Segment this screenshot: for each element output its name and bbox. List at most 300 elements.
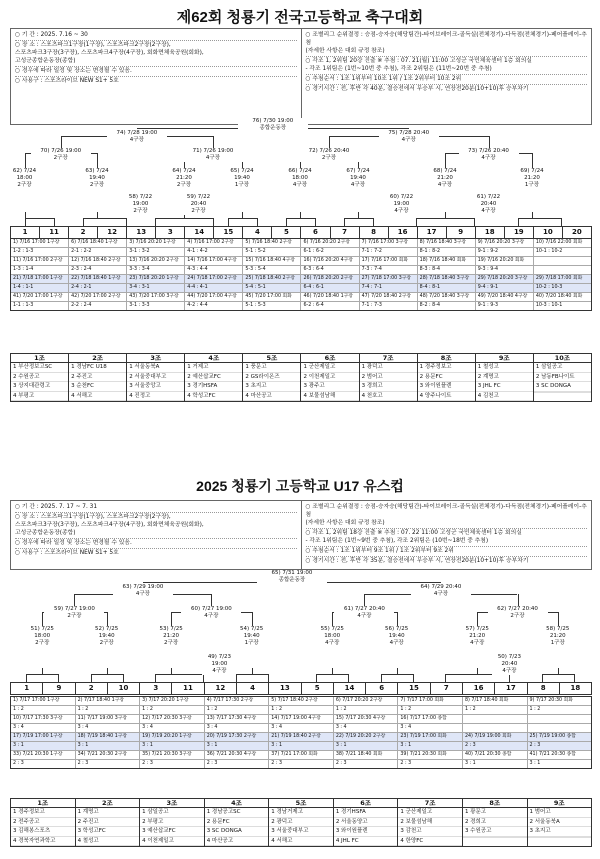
bracket-line — [91, 674, 92, 682]
match-label: 18:00 — [324, 633, 341, 639]
bracket-slot-number: 3 — [139, 683, 171, 694]
match-node — [233, 626, 271, 647]
schedule-cell — [527, 724, 592, 732]
bracket-line — [518, 218, 562, 219]
group-team: 3 감천고 — [398, 827, 462, 837]
group-team: 4 이천제일고 — [140, 837, 204, 847]
bracket-line — [558, 668, 559, 674]
group-team: 2 계명고 — [476, 373, 533, 383]
schedule-row — [11, 714, 591, 723]
schedule-cell: 1) 7/17 17:00 1구장 — [13, 698, 60, 703]
group-schedule-table — [10, 696, 592, 769]
match-label: 71) 7/26 19:00 — [192, 148, 234, 154]
schedule-cell: 6-3 : 6-4 — [300, 266, 358, 274]
match-label: 70) 7/26 19:00 — [40, 148, 82, 154]
schedule-cell: 6) 7/17 20:20 2구장 — [333, 697, 398, 705]
bracket-line — [344, 218, 345, 226]
schedule-cell: 49) 7/20 18:40 4구장 — [475, 293, 533, 301]
schedule-cell: 3 : 1 — [333, 742, 398, 750]
t2-info-line: ○ 추첨순서 : 1조 1위부터 9조 1위 / 1조 2위부터 9조 2위 — [306, 547, 588, 557]
schedule-cell: 9-1 : 9-2 — [475, 248, 533, 256]
schedule-cell: 9) 7/16 20:20 3구장 — [475, 239, 533, 247]
schedule-cell: 4-4 : 4-1 — [184, 284, 242, 292]
match-label: 19:40 — [388, 633, 405, 639]
schedule-cell: 2 : 3 — [139, 760, 204, 768]
match-node — [223, 168, 261, 189]
group-column — [204, 799, 269, 846]
match-label: 49) 7/23 — [207, 654, 232, 660]
bracket-line — [413, 674, 414, 682]
match-label: 2구장 — [321, 155, 337, 161]
schedule-cell: 2 : 3 — [268, 760, 333, 768]
schedule-cell: 1 : 2 — [204, 706, 269, 714]
bracket-line — [315, 218, 316, 226]
bracket-line — [286, 218, 287, 226]
schedule-cell: 2-2 : 2-4 — [68, 302, 126, 310]
match-label: 21:20 — [176, 175, 192, 181]
schedule-cell: 23) 7/18 20:20 1구장 — [126, 275, 184, 283]
match-node — [113, 584, 173, 598]
schedule-cell: 10) 7/16 22:00 회화 — [533, 239, 591, 247]
group-column — [75, 799, 140, 846]
schedule-cell: 40) 7/20 18:40 회화 — [533, 293, 591, 301]
bracket-slot-number: 16 — [462, 683, 494, 694]
schedule-row — [11, 723, 591, 732]
group-column — [11, 799, 75, 846]
group-team: 1 서울동북A — [127, 363, 184, 373]
bracket-slot-number: 7 — [430, 683, 462, 694]
bracket-line — [268, 674, 269, 682]
tournament1-bracket — [10, 118, 590, 458]
schedule-cell: 5-1 : 5-2 — [242, 248, 300, 256]
group-team: 1 경남공고SC — [205, 808, 269, 818]
group-team: 3 서울중대부고 — [269, 827, 333, 837]
group-column — [139, 799, 204, 846]
match-label: 53) 7/25 — [159, 626, 183, 632]
bracket-line — [213, 218, 214, 226]
schedule-cell: 7-3 : 7-4 — [359, 266, 417, 274]
group-header: 9조 — [476, 354, 533, 363]
schedule-row — [11, 274, 591, 283]
schedule-cell: 2 : 3 — [75, 760, 140, 768]
schedule-cell: 2-1 : 2-2 — [68, 248, 126, 256]
match-label: 19:40 — [350, 175, 366, 181]
group-team — [463, 837, 527, 838]
t2-info-line: ○ 조별리그 순위결정 : 승점-승자승(해당팀간)-타이브레이크-골득실(전체경기)-다득점(전체경기)-페어플레이-추첨 (자세한 사항은 대회 규정 참조) — [306, 503, 588, 529]
match-label: 62) 7/27 20:40 — [497, 606, 538, 612]
match-node — [202, 654, 236, 675]
group-header: 4조 — [185, 354, 242, 363]
match-node — [88, 626, 126, 647]
match-label: 60) 7/27 19:00 — [190, 606, 232, 612]
tournament1-info-box — [10, 28, 592, 125]
match-label: 2구장 — [510, 613, 525, 619]
match-label: 4구장 — [325, 640, 340, 646]
schedule-cell: 3) 7/16 20:20 1구장 — [126, 239, 184, 247]
schedule-row — [11, 697, 591, 705]
bracket-line — [97, 212, 98, 218]
schedule-cell: 41) 7/21 20:30 종합 — [527, 751, 592, 759]
group-team: 1 군산제일고 — [301, 363, 358, 373]
bracket-slot-number: 14 — [333, 683, 365, 694]
schedule-cell: 18) 7/16 18:40 회화 — [417, 257, 475, 265]
group-header: 10조 — [534, 354, 591, 363]
schedule-cell: 2-3 : 2-4 — [68, 266, 126, 274]
group-teams-table — [10, 798, 592, 847]
group-team: 2 서울중대부고 — [127, 373, 184, 383]
bracket-slot-number: 10 — [107, 683, 139, 694]
tournament2-info-box — [10, 500, 592, 570]
schedule-cell: 3 : 4 — [139, 724, 204, 732]
bracket-line — [107, 612, 108, 626]
bracket-slot-number: 3 — [155, 227, 184, 238]
schedule-cell: 19) 7/16 20:20 회화 — [475, 257, 533, 265]
bracket-line — [381, 674, 382, 682]
match-label: 1구장 — [524, 182, 540, 188]
group-team: 1 풍문고 — [243, 363, 300, 373]
group-header: 2조 — [76, 799, 140, 808]
schedule-row — [11, 247, 591, 256]
schedule-cell: 39) 7/21 20:30 회화 — [397, 751, 462, 759]
schedule-cell: 34) 7/21 20:30 2구장 — [75, 751, 140, 759]
bracket-line — [373, 218, 374, 226]
match-label: 1구장 — [550, 640, 565, 646]
match-node — [183, 148, 243, 162]
schedule-cell: 5-4 : 5-1 — [242, 284, 300, 292]
group-team: 3 수원공고 — [463, 827, 527, 837]
match-label: 4구장 — [212, 668, 227, 674]
schedule-cell: 7) 7/17 17:00 회화 — [397, 697, 462, 705]
schedule-cell: 26) 7/18 20:20 2구장 — [300, 275, 358, 283]
schedule-cell: 36) 7/21 20:30 4구장 — [204, 751, 269, 759]
match-node — [165, 168, 203, 189]
match-node — [238, 118, 308, 132]
group-team: 4 경북자연과학고 — [11, 837, 75, 847]
match-node — [6, 168, 44, 189]
schedule-cell: 2 : 3 — [462, 742, 527, 750]
schedule-cell: 8) 7/16 18:40 3구장 — [417, 239, 475, 247]
group-column — [11, 354, 68, 401]
group-header: 7조 — [398, 799, 462, 808]
bracket-line — [252, 612, 253, 626]
group-team: 3 경희고 — [360, 382, 417, 392]
bracket-line — [348, 674, 349, 682]
schedule-cell: 4-3 : 4-4 — [184, 266, 242, 274]
match-label: 19:00 — [393, 201, 410, 207]
group-team: 1 범어고 — [528, 808, 592, 818]
bracket-line — [155, 674, 156, 682]
group-team: 3 SC DONGA — [205, 827, 269, 837]
group-column — [184, 354, 242, 401]
match-label: 19:40 — [89, 175, 105, 181]
bracket-slot-number: 8 — [359, 227, 388, 238]
schedule-cell: 3 : 1 — [139, 742, 204, 750]
schedule-cell: 1 : 2 — [397, 706, 462, 714]
match-label: 19:00 — [132, 201, 149, 207]
match-label: 21:20 — [524, 175, 540, 181]
match-node — [458, 626, 496, 647]
schedule-cell: 2 : 3 — [527, 742, 592, 750]
bracket-line — [509, 674, 510, 682]
match-label: 4구장 — [389, 640, 404, 646]
schedule-cell: 29) 7/18 17:00 회화 — [533, 275, 591, 283]
group-team: 1 철성고 — [476, 363, 533, 373]
group-team: 3 와이원플렌 — [418, 382, 475, 392]
bracket-line — [257, 218, 258, 226]
bracket-line — [25, 218, 54, 219]
schedule-cell: 11) 7/16 17:00 2구장 — [13, 258, 63, 263]
group-team: 1 경남FC U18 — [69, 363, 126, 373]
schedule-cell: 1-2 : 1-3 — [13, 249, 34, 254]
bracket-line — [171, 612, 172, 626]
schedule-cell: 4-1 : 4-2 — [184, 248, 242, 256]
schedule-cell: 43) 7/20 17:00 3구장 — [126, 293, 184, 301]
schedule-cell: 9-4 : 9-1 — [475, 284, 533, 292]
bracket-slot-number: 6 — [300, 227, 329, 238]
schedule-cell: 16) 7/16 20:20 4구장 — [300, 257, 358, 265]
bracket-slot-number: 1 — [22, 228, 28, 236]
group-column — [475, 354, 533, 401]
bracket-line — [97, 153, 98, 168]
match-node — [281, 168, 319, 189]
bracket-line — [316, 674, 317, 682]
schedule-cell: 1 : 2 — [268, 706, 333, 714]
bracket-line — [123, 674, 124, 682]
bracket-line — [561, 218, 562, 226]
schedule-cell: 28) 7/18 18:40 3구장 — [417, 275, 475, 283]
bracket-line — [358, 212, 359, 218]
schedule-cell: 47) 7/20 18:40 2구장 — [359, 293, 417, 301]
schedule-cell: 3 : 1 — [397, 742, 462, 750]
t2-info-line: ○ 장 소 : 스포츠파크1구장(1구장), 스포츠파크2구장(2구장), 스포츠파크3구장(3구장), 스포츠파크4구장(4구장), 회화면체육공원(회화), 고성군종합운동장(종합) — [15, 513, 297, 539]
bracket-line — [83, 218, 84, 226]
schedule-cell: 17) 7/19 17:00 1구장 — [13, 734, 63, 739]
group-column — [462, 799, 527, 846]
bracket-slot-number: 18 — [559, 683, 591, 694]
group-header: 1조 — [11, 799, 75, 808]
bracket-line — [532, 212, 533, 218]
schedule-cell: 3) 7/17 20:20 1구장 — [139, 697, 204, 705]
bracket-line — [558, 612, 559, 626]
t2-info-line: ○ 경우에 따라 일정 및 장소는 변경될 수 있음. — [15, 539, 297, 549]
bracket-line — [381, 674, 413, 675]
schedule-cell: 7) 7/16 17:00 3구장 — [359, 239, 417, 247]
match-label: 4구장 — [357, 613, 372, 619]
match-label: 20:40 — [190, 201, 207, 207]
schedule-cell: 21) 7/19 18:40 2구장 — [268, 733, 333, 741]
schedule-cell: 1) 7/16 17:00 1구장 — [13, 240, 60, 245]
group-team: 2 서울동양고 — [334, 818, 398, 828]
schedule-cell: 3 : 1 — [75, 742, 140, 750]
schedule-cell: 7-4 : 7-1 — [359, 284, 417, 292]
schedule-cell: 4) 7/16 17:00 2구장 — [184, 239, 242, 247]
schedule-row — [11, 741, 591, 750]
match-label: 75) 7/28 20:40 — [388, 130, 430, 136]
match-node — [385, 194, 419, 215]
schedule-cell: 24) 7/18 17:00 2구장 — [184, 275, 242, 283]
match-label: 2구장 — [133, 208, 148, 214]
group-team: 3 예산삽교FC — [140, 827, 204, 837]
schedule-cell: 7-1 : 7-2 — [359, 248, 417, 256]
group-team: 2 용문FC — [418, 373, 475, 383]
group-team: 1 경기HSFA — [334, 808, 398, 818]
match-node — [23, 626, 61, 647]
group-team: 2 예산삽교FC — [185, 373, 242, 383]
match-label: 20:40 — [480, 201, 497, 207]
group-team: 4 마산공고 — [205, 837, 269, 847]
bracket-slot-number: 2 — [75, 683, 107, 694]
bracket-slot-number: 9 — [446, 227, 475, 238]
schedule-cell: 3 : 1 — [462, 760, 527, 768]
schedule-cell: 1-3 : 1-4 — [13, 267, 34, 272]
bracket-line — [74, 594, 75, 606]
group-team: 2 주진고 — [76, 818, 140, 828]
group-team: 2 수원공고 — [11, 373, 68, 383]
match-label: 4구장 — [401, 137, 416, 143]
bracket-line — [242, 212, 243, 218]
bracket-slot-row — [10, 682, 592, 695]
schedule-cell: 10-1 : 10-2 — [533, 248, 591, 256]
bracket-slot-number: 5 — [301, 683, 333, 694]
match-label: 21:20 — [469, 633, 486, 639]
bracket-line — [364, 594, 365, 606]
group-team: 3 상지대관령고 — [11, 382, 68, 392]
bracket-slot-number: 5 — [271, 227, 300, 238]
schedule-cell: 1 : 2 — [462, 706, 527, 714]
bracket-line — [489, 136, 490, 148]
match-label: 2구장 — [164, 640, 179, 646]
match-label: 64) 7/24 — [172, 168, 196, 174]
bracket-slot-number: 1 — [24, 684, 30, 692]
schedule-row — [11, 750, 591, 759]
bracket-line — [58, 674, 59, 682]
group-header: 2조 — [69, 354, 126, 363]
schedule-cell: 9-3 : 9-4 — [475, 266, 533, 274]
group-column — [359, 354, 417, 401]
match-label: 4구장 — [129, 137, 144, 143]
schedule-cell: 18) 7/19 18:40 1구장 — [75, 733, 140, 741]
schedule-cell: 10) 7/17 17:30 3구장 — [13, 716, 63, 721]
bracket-line — [83, 218, 127, 219]
schedule-cell: 5) 7/16 18:40 2구장 — [242, 239, 300, 247]
group-team: 1 광덕고 — [360, 363, 417, 373]
tournament2-title: 2025 청룡기 고등학교 U17 유스컵 — [196, 478, 404, 494]
group-column — [527, 799, 592, 846]
match-node — [488, 606, 548, 620]
schedule-cell: 29) 7/18 20:20 3구장 — [475, 275, 533, 283]
match-label: 4구장 — [481, 155, 496, 161]
schedule-cell: 25) 7/19 19:00 종합 — [527, 733, 592, 741]
match-label: 63) 7/24 — [85, 168, 109, 174]
group-team: 3 김해봉스포츠 — [11, 827, 75, 837]
group-team: 1 경주정보고 — [11, 808, 75, 818]
match-label: 2구장 — [67, 613, 82, 619]
match-label: 21:20 — [437, 175, 453, 181]
schedule-cell: 10-2 : 10-3 — [533, 284, 591, 292]
schedule-cell: 8-2 : 8-4 — [417, 302, 475, 310]
bracket-slot-number: 7 — [330, 227, 359, 238]
group-team: 4 양주나이트 — [418, 392, 475, 402]
t1-info-line: ○ 조별리그 순위결정 : 승점-승자승(해당팀간)-타이브레이크-골득실(전체경기)-다득점(전체경기)-페어플레이-추첨 (자세한 사항은 대회 규정 참조) — [306, 31, 588, 57]
match-label: 68) 7/24 — [433, 168, 457, 174]
schedule-row — [11, 265, 591, 274]
bracket-line — [42, 668, 43, 674]
schedule-cell: 4) 7/17 17:30 2구장 — [204, 697, 269, 705]
match-label: 64) 7/29 20:40 — [420, 584, 462, 590]
schedule-cell: 3 : 1 — [527, 760, 592, 768]
t2-info-line: ○ 경기시간 : 전, 후반 각 35분, 결승전에서 무승부 시, 연장전20분(10+10)후 승부차기 — [305, 558, 529, 564]
group-teams-table — [10, 353, 592, 402]
t1-info-line: ○ 사용구 : 스포츠라이브 NEW S1+ 5호 — [15, 78, 119, 84]
schedule-cell: 6) 7/16 18:40 1구장 — [68, 239, 126, 247]
group-header: 5조 — [269, 799, 333, 808]
match-label: 52) 7/25 — [95, 626, 119, 632]
match-label: 4구장 — [470, 640, 485, 646]
match-label: 19:40 — [234, 175, 250, 181]
schedule-cell: 5-1 : 5-3 — [242, 302, 300, 310]
bracket-line — [316, 674, 348, 675]
match-node — [257, 570, 327, 584]
schedule-cell: 33) 7/21 20:30 1구장 — [13, 752, 63, 757]
bracket-line — [532, 153, 533, 168]
schedule-cell: 23) 7/19 17:00 회화 — [397, 733, 462, 741]
schedule-cell: 12) 7/17 20:30 3구장 — [139, 715, 204, 723]
match-label: 66) 7/24 — [288, 168, 312, 174]
group-header: 8조 — [463, 799, 527, 808]
schedule-row — [11, 239, 591, 247]
match-label: 1구장 — [234, 182, 250, 188]
t2-info-left — [11, 501, 301, 569]
t2-info-line: ○ 사용구 : 스포츠라이브 NEW S1+ 5호 — [15, 550, 119, 556]
bracket-slot-number: 13 — [126, 227, 155, 238]
match-label: 21:20 — [163, 633, 180, 639]
bracket-line — [25, 153, 26, 168]
t1-info-line: ○ 경기시간 : 전, 후반 각 40분, 결승전에서 무승부 시, 연장전20분(10+10)후 승부차기 — [305, 86, 529, 92]
match-label: 2구장 — [35, 640, 50, 646]
bracket-line — [91, 674, 123, 675]
schedule-cell: 8-3 : 8-4 — [417, 266, 475, 274]
group-schedule-table — [10, 238, 592, 311]
schedule-cell: 1-1 : 1-3 — [13, 303, 34, 308]
bracket-line — [203, 674, 204, 682]
match-label: 72) 7/26 20:40 — [308, 148, 350, 154]
bracket-slot-number: 15 — [213, 227, 242, 238]
t1-info-line: ○ 경우에 따라 일정 및 장소는 변경될 수 있음. — [15, 67, 297, 77]
match-label: 19:40 — [98, 633, 115, 639]
bracket-line — [228, 218, 229, 226]
group-team: 3 광주고 — [301, 382, 358, 392]
bracket-line — [332, 612, 333, 626]
schedule-cell: 42) 7/20 17:00 2구장 — [68, 293, 126, 301]
bracket-line — [518, 594, 519, 606]
match-label: 18:00 — [16, 175, 33, 181]
bracket-line — [574, 674, 575, 682]
match-label: 4구장 — [394, 208, 409, 214]
group-column — [268, 799, 333, 846]
group-team: 2 경희고 — [463, 818, 527, 828]
bracket-line — [329, 136, 330, 148]
match-label: 58) 7/25 — [546, 626, 570, 632]
group-team: 4 한양FC — [398, 837, 462, 847]
schedule-cell: 3 : 1 — [268, 742, 333, 750]
schedule-cell: 14) 7/17 19:00 4구장 — [268, 715, 333, 723]
match-label: 4구장 — [292, 182, 308, 188]
group-team: 4 마산공고 — [243, 392, 300, 402]
schedule-cell: 38) 7/21 18:40 회화 — [333, 751, 398, 759]
match-label: 61) 7/27 20:40 — [344, 606, 385, 612]
match-node — [44, 606, 104, 620]
bracket-slot-number: 8 — [527, 683, 559, 694]
